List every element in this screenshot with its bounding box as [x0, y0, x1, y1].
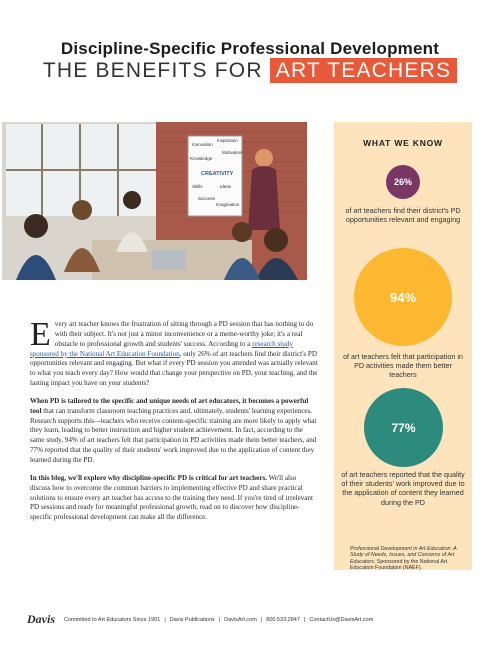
drop-cap: E [30, 316, 51, 353]
stat-circle-2 [354, 248, 452, 346]
svg-text:Inspiration: Inspiration [217, 138, 238, 143]
svg-text:Imagination: Imagination [216, 202, 240, 207]
footer: Committed to Art Educators Since 1901 | Davis Publications | DavisArt.com | 800.533.2847 | ContactUs@DavisArt.com [64, 617, 374, 623]
footer-phone[interactable]: 800.533.2847 [266, 617, 300, 623]
svg-text:Innovation: Innovation [192, 142, 213, 147]
svg-text:Success: Success [198, 196, 216, 201]
footer-company: Davis Publications [169, 617, 215, 623]
stat-circle-3 [364, 388, 443, 467]
svg-text:Motivation: Motivation [222, 150, 243, 155]
page-subtitle [0, 58, 500, 83]
paragraph-3: In this blog, we'll explore why discipline-specific PD is critical for art teachers. We'll also discuss how to overcome the common barriers to implementing effective PD and share practical solutions to ensure every art teacher has access to the training they need. If you're tired of irrelevant PD sessions and ready for meaningful professional growth, read on to discover how discipline-specific professional development can make all the difference. [30, 473, 313, 522]
stat-circle-1 [386, 165, 420, 199]
classroom-illustration [2, 122, 307, 280]
stat-text-1: of art teachers find their district's PD opportunities relevant and engaging [345, 206, 461, 225]
sidebar-source [350, 546, 462, 571]
footer-tagline: Committed to Art Educators Since 1901 [64, 617, 161, 623]
svg-text:Ideas: Ideas [220, 184, 232, 189]
hero-photo [2, 122, 307, 280]
article-body [30, 316, 318, 531]
footer-website[interactable]: DavisArt.com [224, 617, 257, 623]
sidebar-heading: WHAT WE KNOW [363, 138, 443, 148]
svg-text:CREATIVITY: CREATIVITY [201, 171, 234, 177]
stat-value-2: 94% [389, 289, 417, 305]
subtitle-plain: THE BENEFITS FOR [42, 59, 270, 82]
svg-text:Knowledge: Knowledge [190, 156, 213, 161]
svg-text:Skills: Skills [192, 184, 203, 189]
research-study-link[interactable]: research study sponsored by the National Art Education Foundation [30, 339, 293, 358]
sidebar-stats [334, 122, 472, 570]
davis-logo: Davis [27, 612, 55, 626]
paragraph-1: Every art teacher knows the frustration of sitting through a PD session that has nothing to do with their subject. It's not just a minor inconvenience or a meme-worthy joke; it's a real obstacle to professional growth and students' success. According to a research study sponsored by the National Art Education Foundation, only 26% of art teachers find their district's PD opportunities relevant and engaging. But what if every PD session you attended was actually relevant to what you teach every day? How would that change your perspective on PD, your teaching, and the lasting impact you have on your students? [30, 316, 318, 388]
stat-value-3: 77% [391, 420, 416, 435]
paragraph-2: When PD is tailored to the specific and unique needs of art educators, it becomes a powerful tool that can transform classroom teaching practices and, ultimately, students' learning experiences. Research supports this—teachers who receive content-specific training are more likely to apply what they learn, leading to better instruction and higher student achievement. In fact, according to the same study, 94% of art teachers felt that participation in PD activities made them better teachers, and 77% reported that the quality of their students' work improved due to the application of content they learned during the PD. [30, 396, 317, 464]
footer-email[interactable]: ContactUs@DavisArt.com [309, 617, 374, 623]
subtitle-highlight: ART TEACHERS [270, 58, 457, 83]
stat-text-2: of art teachers felt that participation in PD activities made them better teachers [343, 352, 463, 380]
source-title: Professional Development in Art Education: A Study of Needs, Issues, and Concerns of Art Educators. [350, 546, 457, 565]
stat-value-1: 26% [393, 177, 412, 187]
stat-text-3: of art teachers reported that the quality of their students' work improved due to the application of content they learned during the PD [341, 470, 465, 507]
source-sponsor: Sponsored by the National Art Education Foundation (NAEF). [350, 558, 448, 571]
page-title: Discipline-Specific Professional Development [60, 39, 440, 58]
